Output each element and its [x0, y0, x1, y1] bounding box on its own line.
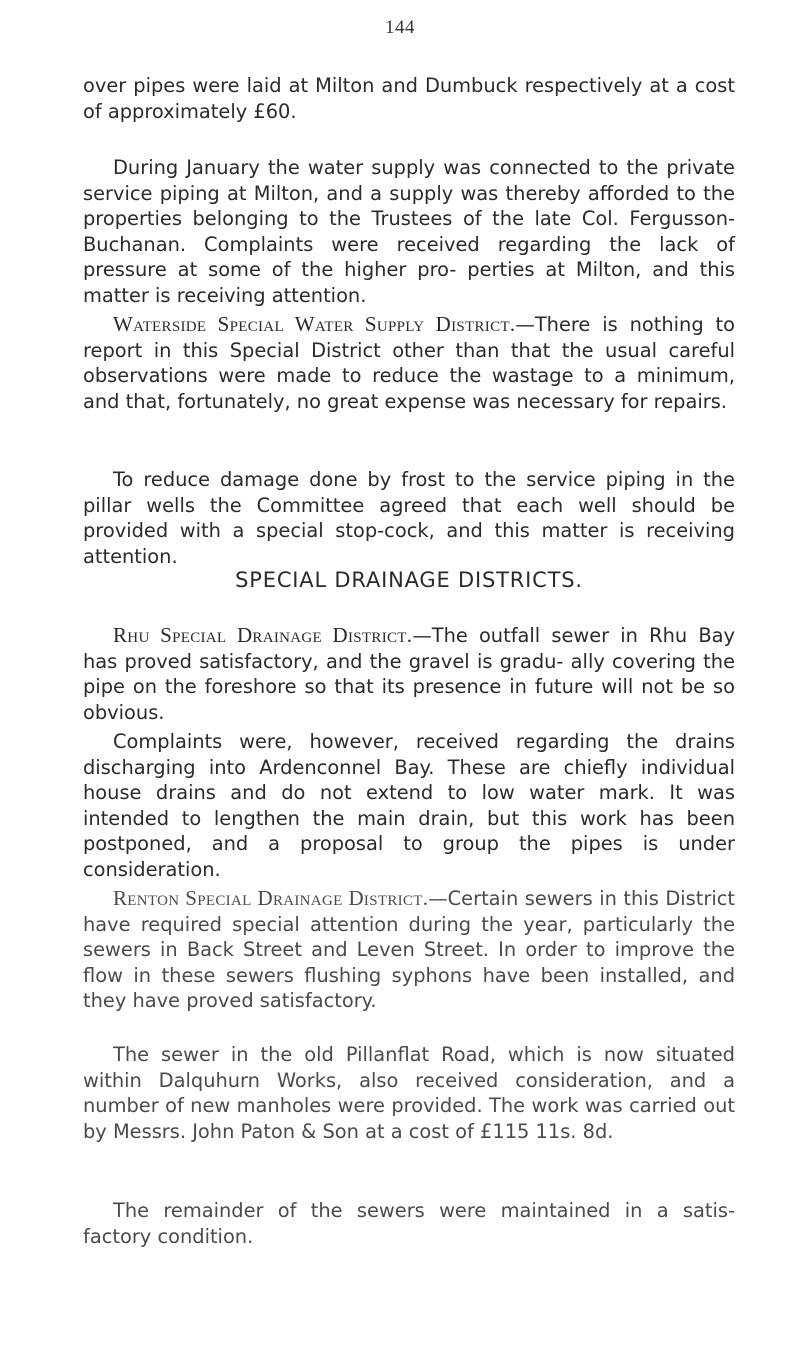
paragraph-text: over pipes were laid at Milton and Dumbuck respectively at a cost of approximately £60.: [83, 74, 735, 123]
paragraph: [83, 312, 735, 414]
page-number: 144: [385, 17, 415, 38]
paragraph: [83, 729, 735, 883]
district-heading: Rhu Special Drainage District.: [113, 623, 413, 647]
section-heading: SPECIAL DRAINAGE DISTRICTS.: [235, 568, 583, 592]
paragraph-text: [83, 886, 735, 1014]
paragraph-text: The remainder of the sewers were maintained in a satis- factory condition.: [83, 1199, 735, 1248]
paragraph: [83, 155, 735, 309]
district-heading: Renton Special Drainage District.: [113, 886, 429, 910]
paragraph-text: Complaints were, however, received regarding the drains discharging into Ardenconnel Bay. These are chiefly individual house drains and do not extend to low water mark. It was intended to lengthen the main drain, but this work has been postponed, and a proposal to group the pipes is under consideration.: [83, 730, 735, 881]
paragraph-text: [83, 623, 735, 725]
paragraph-body: —The outfall sewer in Rhu Bay has proved satisfactory, and the gravel is gradu- ally covering the pipe on the foreshore so that its presence in future will not be so obvious.: [83, 624, 735, 724]
paragraph: [83, 1198, 735, 1249]
paragraph: [83, 623, 735, 725]
paragraph-text: The sewer in the old Pillanflat Road, which is now situated within Dalquhurn Works, also received consideration, and a number of new manholes were provided. The work was carried out by Messrs. John Paton & Son at a cost of £115 11s. 8d.: [83, 1043, 735, 1143]
paragraph-text: [83, 312, 735, 414]
district-heading: Waterside Special Water Supply District.: [113, 312, 516, 336]
paragraph: [83, 1042, 735, 1144]
paragraph-text: During January the water supply was connected to the private service piping at Milton, and a supply was thereby afforded to the properties belonging to the Trustees of the late Col. Fergusson-Buchanan. Complaints were received regarding the lack of pressure at some of the higher pro- perties at Milton, and this matter is receiving attention.: [83, 156, 735, 307]
paragraph-text: To reduce damage done by frost to the service piping in the pillar wells the Committee agreed that each well should be provided with a special stop-cock, and this matter is receiving attention.: [83, 468, 735, 568]
paragraph: [83, 467, 735, 569]
paragraph-body: —There is nothing to report in this Special District other than that the usual careful observations were made to reduce the wastage to a minimum, and that, fortunately, no great expense was necessary for repairs.: [83, 313, 735, 413]
paragraph: [83, 886, 735, 1014]
paragraph: [83, 73, 735, 124]
paragraph-body: —Certain sewers in this District have required special attention during the year, particularly the sewers in Back Street and Leven Street. In order to improve the flow in these sewers flushing syphons have been installed, and they have proved satisfactory.: [83, 887, 735, 1013]
